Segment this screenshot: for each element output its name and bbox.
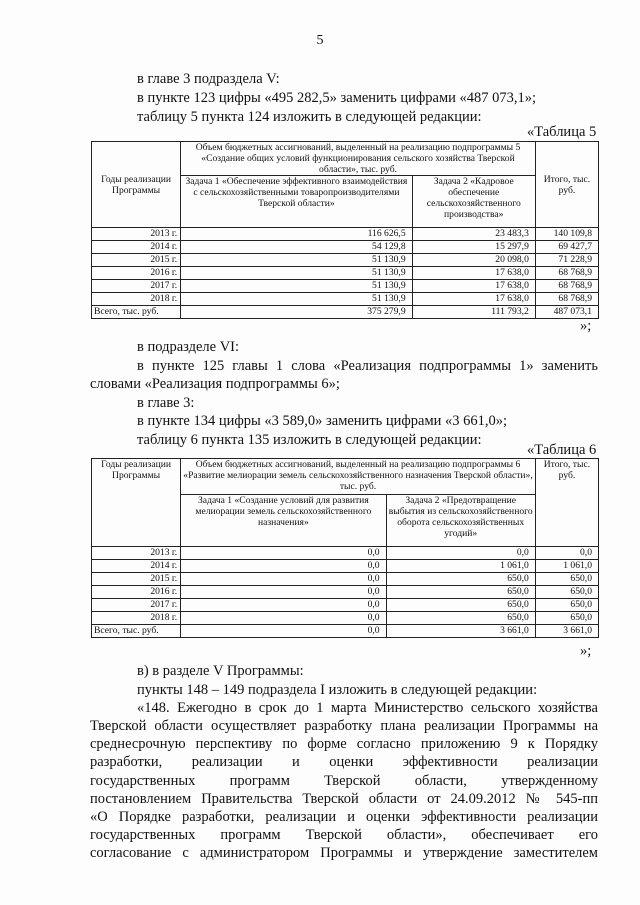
final-line-8: постановлением Правительства Тверской области от 24.09.2012 № 545-пп: [90, 790, 598, 807]
table6-year: 2017 г.: [92, 599, 181, 612]
table-row: [92, 586, 599, 599]
table6-task1-value: 0,0: [181, 547, 386, 560]
table5-head-total: Итого, тыс. руб.: [535, 142, 598, 228]
table6-task2-value: 1 061,0: [386, 560, 535, 573]
table6-task2-value: 650,0: [386, 586, 535, 599]
table5-head-main: Объем бюджетных ассигнований, выделенный на реализацию подпрограммы 5 «Создание общих условий функционирования сельского хозяйства Тверской области», тыс. руб.: [181, 142, 536, 176]
table5-task2-value: 17 638,0: [412, 293, 535, 306]
table5-head-task1: Задача 1 «Обеспечение эффективного взаимодействия с сельскохозяйственными товаропроизводителями Тверской области»: [181, 176, 412, 228]
table-row: [92, 547, 599, 560]
middle-line-3: словами «Реализация подпрограммы 6»;: [90, 376, 340, 392]
middle-line-6: таблицу 6 пункта 135 изложить в следующей редакции:: [137, 432, 482, 448]
table6-task1-value: 0,0: [181, 560, 386, 573]
table6-task1-value: 0,0: [181, 625, 386, 638]
table6-task1-value: 0,0: [181, 612, 386, 625]
table5-task1-value: 51 130,9: [181, 280, 412, 293]
final-line-7: государственных программ Тверской области, утвержденному: [90, 772, 598, 789]
middle-line-1: в подразделе VI:: [137, 339, 240, 355]
table5-caption: «Таблица 5: [527, 124, 597, 140]
table5-total-value: 140 109,8: [535, 228, 598, 241]
table5-total-value: 71 228,9: [535, 254, 598, 267]
table6-year: Всего, тыс. руб.: [92, 625, 181, 638]
table5-year: 2015 г.: [92, 254, 181, 267]
table-row: [92, 241, 599, 254]
table6-total-value: 1 061,0: [535, 560, 598, 573]
table5-close: »;: [580, 318, 592, 334]
table5-task1-value: 51 130,9: [181, 254, 412, 267]
table6-year: 2018 г.: [92, 612, 181, 625]
table6-task2-value: 3 661,0: [386, 625, 535, 638]
table5: [91, 141, 599, 319]
table6-total-value: 650,0: [535, 586, 598, 599]
final-line-1: в) в разделе V Программы:: [137, 663, 304, 679]
table6-head-years: Годы реализации Программы: [92, 459, 181, 547]
table5-total-value: 68 768,9: [535, 293, 598, 306]
table-row-total: [92, 306, 599, 319]
table-row: [92, 612, 599, 625]
table-row: [92, 293, 599, 306]
table6-task1-value: 0,0: [181, 599, 386, 612]
table6: [91, 458, 599, 638]
table6-header-row: [92, 459, 599, 495]
table5-task1-value: 375 279,9: [181, 306, 412, 319]
table5-head-years: Годы реализации Программы: [92, 142, 181, 228]
intro-line-2: в пункте 123 цифры «495 282,5» заменить цифрами «487 073,1»;: [137, 90, 537, 106]
table6-task2-value: 650,0: [386, 599, 535, 612]
table-row: [92, 599, 599, 612]
final-line-11: согласование с администратором Программы и утверждение заместителем: [90, 845, 598, 862]
table6-total-value: 0,0: [535, 547, 598, 560]
table5-head-task2: Задача 2 «Кадровое обеспечение сельскохозяйственного производства»: [412, 176, 535, 228]
table6-task2-value: 650,0: [386, 612, 535, 625]
table6-task1-value: 0,0: [181, 573, 386, 586]
page-number: 5: [316, 33, 324, 48]
middle-line-4: в главе 3:: [137, 395, 195, 411]
table6-close: »;: [580, 643, 592, 659]
table6-head-total: Итого, тыс. руб.: [535, 459, 598, 547]
intro-line-3: таблицу 5 пункта 124 изложить в следующей редакции:: [137, 109, 482, 125]
table5-year: 2018 г.: [92, 293, 181, 306]
table5-task1-value: 51 130,9: [181, 267, 412, 280]
table5-year: 2017 г.: [92, 280, 181, 293]
table5-year: 2013 г.: [92, 228, 181, 241]
final-line-4: Тверской области осуществляет разработку плана реализации Программы на: [90, 718, 598, 734]
table5-task2-value: 17 638,0: [412, 280, 535, 293]
table5-header-row: [92, 142, 599, 176]
middle-line-2-text: в пункте 125 главы 1 слова «Реализация подпрограммы 1» заменить: [137, 358, 598, 374]
table5-task1-value: 51 130,9: [181, 293, 412, 306]
final-paragraph-first-line: [137, 699, 598, 717]
table6-head-main: Объем бюджетных ассигнований, выделенный на реализацию подпрограммы 6 «Развитие мелиорации земель сельскохозяйственного назначения Тверской области», тыс. руб.: [181, 459, 536, 495]
table5-total-value: 68 768,9: [535, 280, 598, 293]
table6-year: 2016 г.: [92, 586, 181, 599]
table5-total-value: 68 768,9: [535, 267, 598, 280]
table6-total-value: 650,0: [535, 612, 598, 625]
table5-task1-value: 116 626,5: [181, 228, 412, 241]
table-row: [92, 560, 599, 573]
table-row: [92, 254, 599, 267]
table5-task2-value: 23 483,3: [412, 228, 535, 241]
table6-total-value: 650,0: [535, 573, 598, 586]
middle-line-2: [137, 357, 598, 375]
table6-task2-value: 650,0: [386, 573, 535, 586]
table-row: [92, 228, 599, 241]
table-row-total: [92, 625, 599, 638]
final-line-10: государственных программ Тверской области», обеспечивает его: [90, 827, 598, 844]
table6-head-task1: Задача 1 «Создание условий для развития мелиорации земель сельскохозяйственного назначения»: [181, 495, 386, 547]
final-paragraph: [90, 717, 598, 863]
table5-total-value: 487 073,1: [535, 306, 598, 319]
table6-year: 2015 г.: [92, 573, 181, 586]
final-line-3: «148. Ежегодно в срок до 1 марта Министерство сельского хозяйства: [137, 700, 598, 716]
table6-head-task2: Задача 2 «Предотвращение выбытия из сельскохозяйственного оборота сельскохозяйственных угодий»: [386, 495, 535, 547]
final-line-6: разработки, реализации и оценки эффективности реализации: [90, 754, 598, 771]
table5-task2-value: 111 793,2: [412, 306, 535, 319]
table6-total-value: 650,0: [535, 599, 598, 612]
final-line-5: среднесрочную перспективу по форме согласно приложению 9 к Порядку: [90, 736, 598, 753]
table5-task2-value: 17 638,0: [412, 267, 535, 280]
table5-year: 2014 г.: [92, 241, 181, 254]
table6-total-value: 3 661,0: [535, 625, 598, 638]
intro-line-1: в главе 3 подраздела V:: [137, 71, 280, 87]
table-row: [92, 280, 599, 293]
table5-total-value: 69 427,7: [535, 241, 598, 254]
middle-line-5: в пункте 134 цифры «3 589,0» заменить цифрами «3 661,0»;: [137, 413, 508, 429]
table5-task2-value: 20 098,0: [412, 254, 535, 267]
table-row: [92, 573, 599, 586]
table5-task1-value: 54 129,8: [181, 241, 412, 254]
final-line-2: пункты 148 – 149 подраздела I изложить в следующей редакции:: [137, 682, 538, 698]
final-line-9: «О Порядке разработки, реализации и оценки эффективности реализации: [90, 809, 598, 826]
table6-year: 2013 г.: [92, 547, 181, 560]
table5-task2-value: 15 297,9: [412, 241, 535, 254]
table5-year: 2016 г.: [92, 267, 181, 280]
table6-year: 2014 г.: [92, 560, 181, 573]
table5-year: Всего, тыс. руб.: [92, 306, 181, 319]
table6-task1-value: 0,0: [181, 586, 386, 599]
table-row: [92, 267, 599, 280]
table6-task2-value: 0,0: [386, 547, 535, 560]
table6-caption: «Таблица 6: [527, 442, 597, 458]
